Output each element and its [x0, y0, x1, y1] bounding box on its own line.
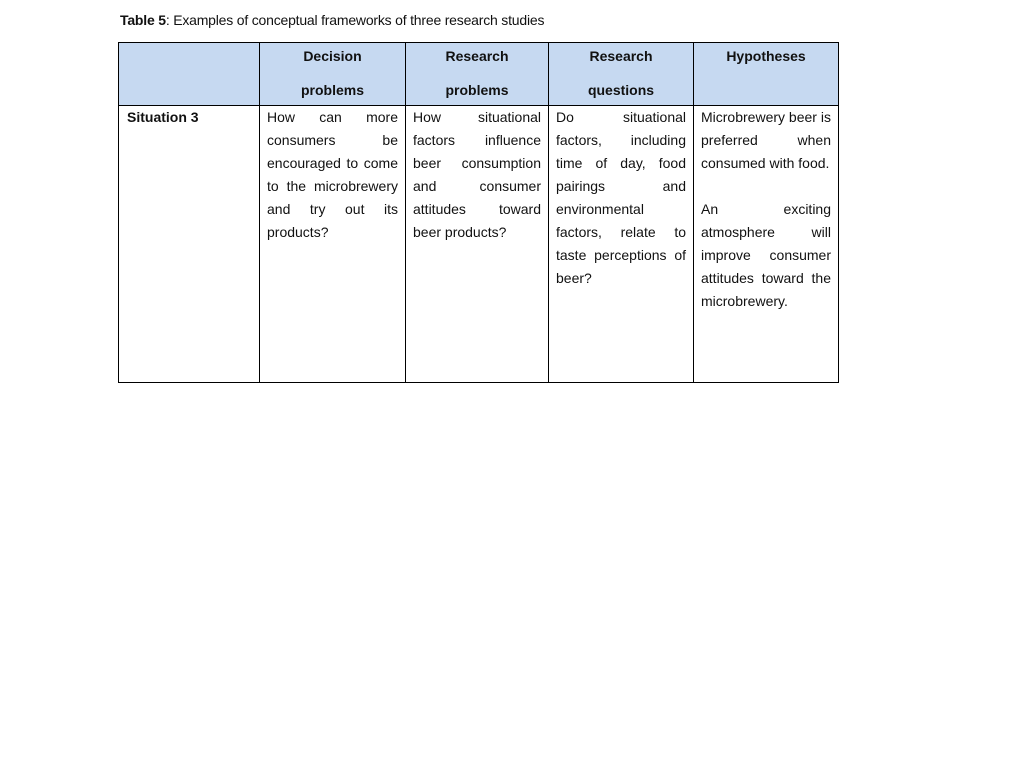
- hypothesis-2: An exciting atmosphere will improve consumer attitudes toward the microbrewery.: [701, 201, 831, 309]
- table-caption-label: Table 5: [120, 12, 166, 28]
- header-cell-empty: [119, 43, 260, 106]
- table-caption-text: : Examples of conceptual frameworks of three research studies: [165, 12, 545, 28]
- header-research-problems-line1: Research: [445, 48, 509, 64]
- header-hypotheses-line1: Hypotheses: [726, 48, 806, 64]
- table-header-row: [119, 43, 839, 106]
- header-cell-hypotheses: [694, 43, 839, 106]
- cell-research-question: Do situational factors, including time of day, food pairings and environmental factors, relate to taste perceptions of beer?: [549, 106, 694, 383]
- cell-hypotheses: [694, 106, 839, 383]
- conceptual-frameworks-table: [118, 42, 839, 383]
- header-cell-decision-problems: [260, 43, 406, 106]
- header-research-questions-line1: Research: [589, 48, 653, 64]
- header-research-problems-line2: problems: [445, 82, 509, 98]
- row-label-situation: Situation 3: [119, 106, 260, 383]
- table-caption: [120, 12, 544, 28]
- hypothesis-1: Microbrewery beer is preferred when consumed with food.: [701, 109, 831, 171]
- header-research-questions-line2: questions: [587, 82, 655, 98]
- header-cell-research-problems: [406, 43, 549, 106]
- header-decision-line1: Decision: [303, 48, 362, 64]
- cell-research-problem: How situational factors influence beer consumption and consumer attitudes toward beer products?: [406, 106, 549, 383]
- cell-decision-problem: How can more consumers be encouraged to come to the microbrewery and try out its products?: [260, 106, 406, 383]
- header-cell-research-questions: [549, 43, 694, 106]
- table-row: [119, 106, 839, 383]
- header-decision-line2: problems: [300, 82, 364, 98]
